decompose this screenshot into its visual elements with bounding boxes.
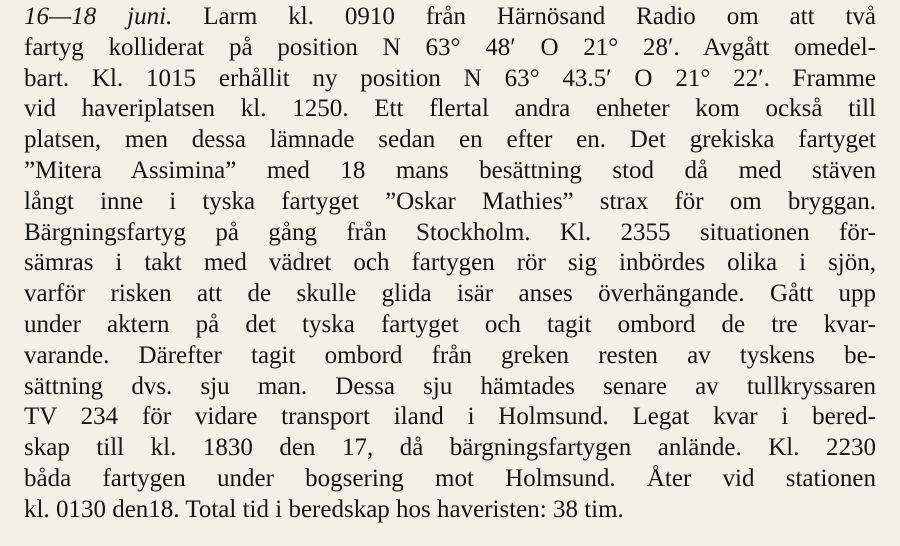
first-line-text: Larm kl. 0910 från Härnösand Radio om att två xyxy=(203,3,876,30)
text-line-5: platsen, men dessa lämnade sedan en efter en. Det grekiska fartyget xyxy=(24,126,876,154)
text-line-6: ”Mitera Assimina” med 18 mans besättning stod då med stäven xyxy=(24,156,876,184)
report-paragraph xyxy=(24,2,876,526)
date-label: 16—18 juni. xyxy=(24,3,173,30)
text-line-8: Bärgningsfartyg på gång från Stockholm. Kl. 2355 situationen för- xyxy=(24,218,876,246)
text-line-9: sämras i takt med vädret och fartygen rör sig inbördes olika i sjön, xyxy=(24,249,876,277)
text-line-2: fartyg kolliderat på position N 63° 48′ O 21° 28′. Avgått omedel- xyxy=(24,33,876,61)
text-line-14: TV 234 för vidare transport iland i Holmsund. Legat kvar i bered- xyxy=(24,403,876,431)
text-line-4: vid haveriplatsen kl. 1250. Ett flertal andra enheter kom också till xyxy=(24,95,876,123)
text-line-16: båda fartygen under bogsering mot Holmsund. Åter vid stationen xyxy=(24,464,876,492)
text-line-15: skap till kl. 1830 den 17, då bärgningsfartygen anlände. Kl. 2230 xyxy=(24,434,876,462)
text-line-12: varande. Därefter tagit ombord från greken resten av tyskens be- xyxy=(24,341,876,369)
text-line-13: sättning dvs. sju man. Dessa sju hämtades senare av tullkryssaren xyxy=(24,372,876,400)
text-line-10: varför risken att de skulle glida isär anses överhängande. Gått upp xyxy=(24,280,876,308)
text-line-11: under aktern på det tyska fartyget och tagit ombord de tre kvar- xyxy=(24,310,876,338)
text-line-1 xyxy=(24,2,876,33)
text-line-7: långt inne i tyska fartyget ”Oskar Mathies” strax för om bryggan. xyxy=(24,187,876,215)
text-line-17: kl. 0130 den18. Total tid i beredskap hos haveristen: 38 tim. xyxy=(24,495,624,523)
text-line-3: bart. Kl. 1015 erhållit ny position N 63° 43.5′ O 21° 22′. Framme xyxy=(24,64,876,92)
